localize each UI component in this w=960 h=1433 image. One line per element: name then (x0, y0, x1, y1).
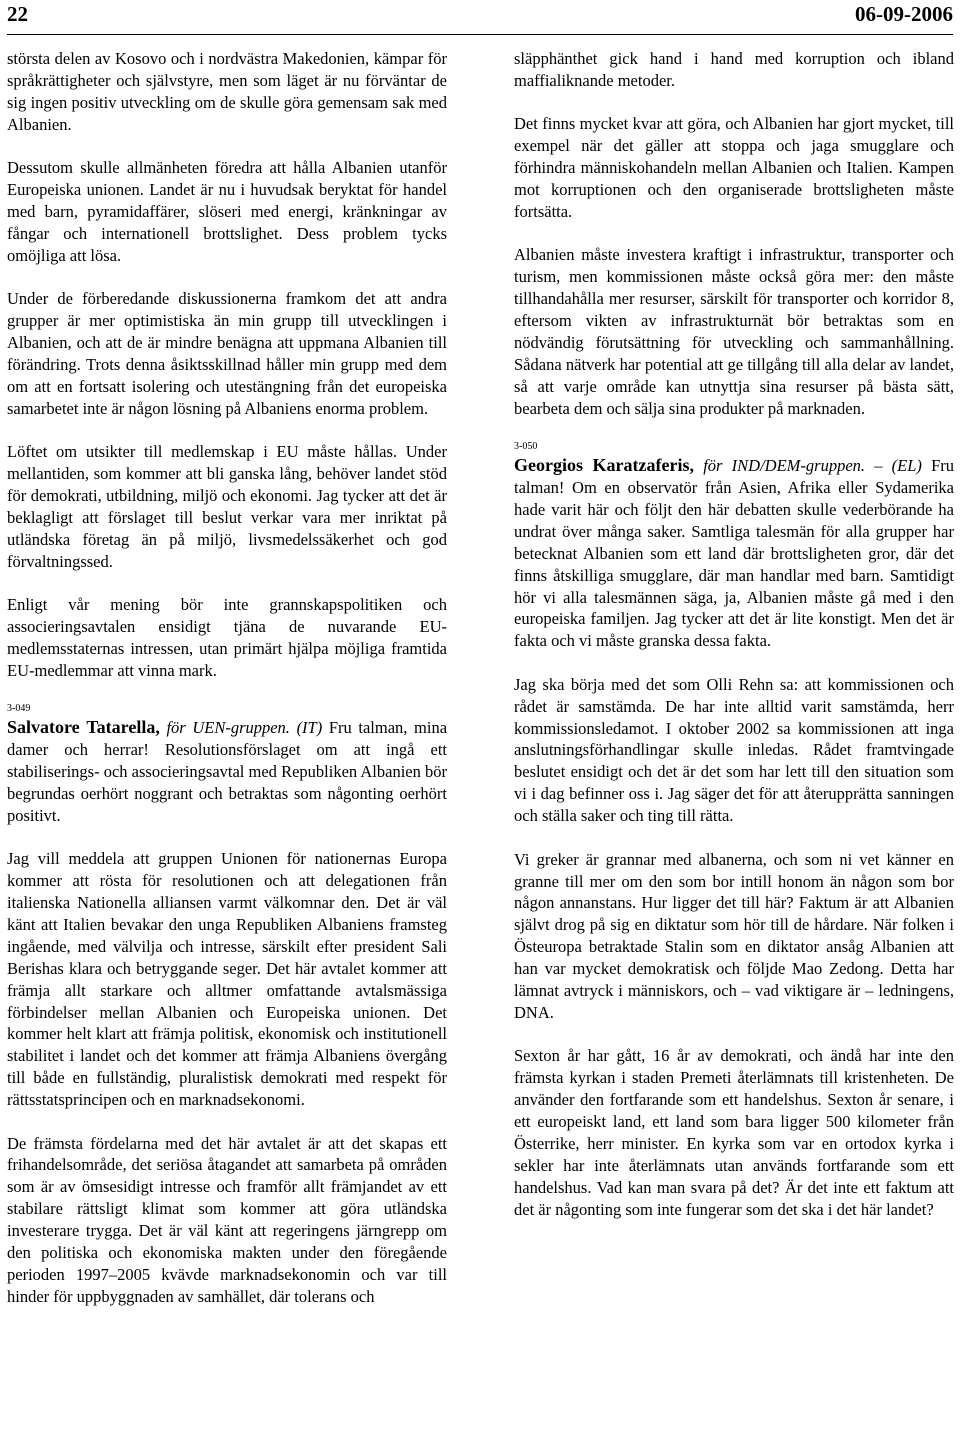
item-number: 3-049 (7, 703, 31, 715)
paragraph: Vi greker är grannar med albanerna, och som ni vet känner en granne till mer om den som bor intill honom än någon som bor någon annanstans. Hur ligger det till här? Faktum är att Albanien självt drog på sig en diktatur som hör till de hårdare. När folken i Östeuropa betraktade Stalin som en diktator ansåg Albanien att han var mycket demokratisk och följde Mao Zedong. Detta har lämnat avtryck i människors, och – vad viktigare är – ledningens, DNA. (514, 849, 954, 1022)
speech-opening (514, 455, 954, 652)
speech-text: Fru talman, mina damer och herrar! Resolutionsförslaget om att ingå ett stabiliserings- och associeringsavtal med Republiken Albanien bör begrundas oerhört noggrant och betraktas som någonting oerhört positivt. (7, 718, 448, 825)
paragraph: största delen av Kosovo och i nordvästra Makedonien, kämpar för språkrättigheter och självstyre, men som läget är nu förväntar de sig ingen positiv utveckling om de skulle göra gemensam sak med Albanien. (7, 49, 447, 134)
page-header (7, 0, 953, 35)
paragraph: Jag vill meddela att gruppen Unionen för nationernas Europa kommer att rösta för resolutionen och att delegationen från italienska Nationella alliansen varmt välkomnar den. Det är väl känt att Italien bevakar den unga Republiken Albaniens framsteg ingående, med välvilja och intresse, särskilt efter president Sali Berishas klara och betryggande seger. Det här avtalet kommer att främja allt starkare och alltmer omfattande avtalsmässiga förbindelser mellan Albanien och Europeiska unionen. Det kommer helt klart att främja politisk, ekonomisk och institutionell stabilitet i landet och det kommer att främja Albaniens övergång till både en fullständig, pluralistisk demokrati med respekt för rättsstatsprincipen och en marknadsekonomi. (7, 849, 447, 1110)
paragraph: Dessutom skulle allmänheten föredra att hålla Albanien utanför Europeiska unionen. Landet är nu i huvudsak beryktat för handel med barn, pyramidaffärer, slöseri med energi, kränkningar av fångar och internationell brottslighet. Dess problem tycks omöjliga att lösa. (7, 158, 447, 265)
paragraph: Albanien måste investera kraftigt i infrastruktur, transporter och turism, men kommissionen måste också göra mer: den måste tillhandahålla mer resurser, särskilt för transporter och korridor 8, eftersom vikten av infrastrukturnät bör betraktas som en nödvändig förutsättning för utveckling och sammanhållning. Sådana nätverk har potential att ge tillgång till alla delar av landet, så att varje område kan utnyttja sina resurser på bästa sätt, bearbeta dem och sälja sina produkter på marknaden. (514, 245, 954, 418)
speech-opening (7, 717, 447, 827)
item-number: 3-050 (514, 441, 538, 453)
paragraph: Löftet om utsikter till medlemskap i EU måste hållas. Under mellantiden, som kommer att bli ganska lång, behöver landet stöd för demokrati, utbildning, miljö och ekonomi. Jag tycker att det är beklagligt att förslaget till beslut verkar vara mer inriktat på utländska företag än på miljö, livsmedelssäkerhet och god förvaltningssed. (7, 442, 447, 571)
right-column (514, 48, 954, 1242)
paragraph: Sexton år har gått, 16 år av demokrati, och ändå har inte den främsta kyrkan i staden Premeti återlämnats till kristenheten. De använder den fortfarande som ett handelshus. Sexton år senare, i ett europeiskt land, ett land som bara ligger 500 kilometer från Österrike, herr minister. En kyrka som var en ortodox kyrka i sekler har inte återlämnats utan används fortfarande som ett handelshus. Vad kan man svara på det? Är det inte ett faktum att det är någonting som inte fungerar som det ska i det här landet? (514, 1046, 954, 1219)
page-number: 22 (7, 2, 28, 26)
speaker-group: för IND/DEM-gruppen. (703, 456, 866, 476)
speaker-language: (IT) (296, 718, 323, 738)
session-date: 06-09-2006 (855, 2, 953, 26)
paragraph: De främsta fördelarna med det här avtalet är att det skapas ett frihandelsområde, det seriösa åtagandet att samarbeta på områden som är av ömsesidigt intresse och framför allt främjandet av ett stabilare rättsligt klimat som kommer att göra utländska investerare trygga. Det är väl känt att regeringens järngrepp om den politiska och ekonomiska makten under den föregående perioden 1997–2005 kvävde marknadsekonomin och var till hinder för uppbyggnaden av samhället, där tolerans och (7, 1133, 447, 1306)
paragraph: Enligt vår mening bör inte grannskapspolitiken och associeringsavtalen ensidigt tjäna de nuvarande EU-medlemsstaternas intressen, utan primärt hjälpa möjliga framtida EU-medlemmar att vinna mark. (7, 595, 447, 680)
speaker-language: – (EL) (874, 456, 922, 476)
paragraph: Det finns mycket kvar att göra, och Albanien har gjort mycket, till exempel när det gäller att stoppa och jaga smugglare och förhindra människohandeln mellan Albanien och Italien. Kampen mot korruptionen och den organiserade brottsligheten måste fortsätta. (514, 114, 954, 221)
speaker-name: Georgios Karatzaferis, (514, 455, 695, 476)
speaker-name: Salvatore Tatarella, (7, 717, 160, 738)
paragraph: Under de förberedande diskussionerna framkom det att andra grupper är mer optimistiska än min grupp till utvecklingen i Albanien, och att de är mindre benägna att uppmana Albanien till förändring. Trots denna åsiktsskillnad håller min grupp med dem om att en fortsatt isolering och utestängning från det europeiska samarbetet inte är någon lösning på Albaniens enorma problem. (7, 289, 447, 418)
left-column (7, 48, 447, 1329)
speech-text: Fru talman! Om en observatör från Asien, Afrika eller Sydamerika hade varit här och följt den här debatten skulle vederbörande ha undrat över många saker. Samtliga talesmän för alla grupper har betecknat Albanien som ett land där brottsligheten gror, där det finns åtskilliga smugglare, där man handlar med barn. Samtidigt hör vi alla talesmännen säga, ja, Albanien måste gå med i den europeiska familjen. Jag tycker att det är lite konstigt. Men det är fakta och vi måste granska dessa fakta. (514, 456, 955, 651)
paragraph: Jag ska börja med det som Olli Rehn sa: att kommissionen och rådet är samstämda. De har inte alltid varit samstämda, herr kommissionsledamot. I oktober 2002 sa kommissionen att inga anslutningsförhandlingar skulle inledas. Rådet framtvingade beslutet ensidigt och det är det som har lett till den situation som vi i dag befinner oss i. Jag säger det för att återupprätta sanningen och ställa saker och ting till rätta. (514, 674, 954, 826)
speaker-group: för UEN-gruppen. (166, 718, 290, 738)
paragraph: släpphänthet gick hand i hand med korruption och ibland maffialiknande metoder. (514, 49, 954, 90)
